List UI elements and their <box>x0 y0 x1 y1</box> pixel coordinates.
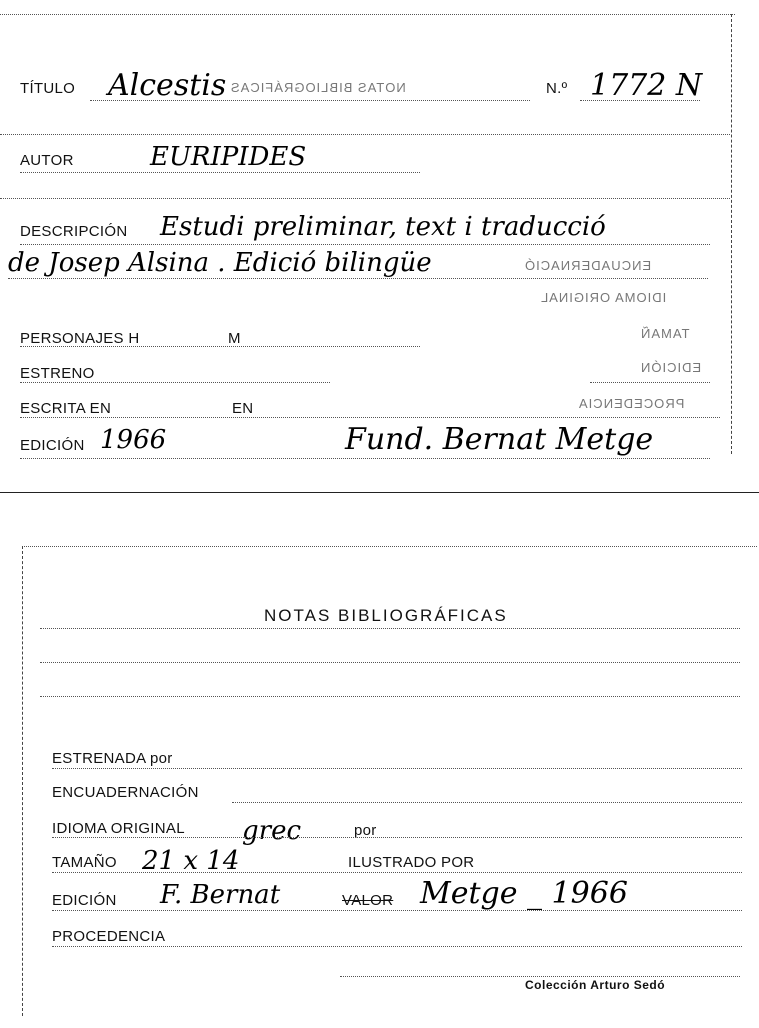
personajes-line <box>20 346 420 347</box>
bleed-tamano: TAMAÑ <box>640 326 690 341</box>
tamano-label: TAMAÑO <box>52 854 117 871</box>
estreno-line-right <box>590 382 710 383</box>
bleed-title: NOTAS BIBLIOGRÁFICAS <box>230 80 406 95</box>
bottom-edge-line <box>0 492 759 493</box>
back-title: NOTAS BIBLIOGRÁFICAS <box>264 606 508 625</box>
edicion-back-value: F. Bernat <box>160 880 281 910</box>
titulo-value: Alcestis <box>108 68 227 103</box>
encuadernacion-label: ENCUADERNACIÓN <box>52 784 199 801</box>
front-card <box>0 0 759 495</box>
edicion-back-line <box>52 910 742 911</box>
back-line-bottom <box>340 976 740 977</box>
back-left-edge-line <box>22 546 23 1016</box>
bleed-encuadernacion: ENCUADERNACIÓ <box>524 258 652 273</box>
idioma-value: grec <box>242 816 302 846</box>
encuadernacion-line <box>232 802 742 803</box>
idioma-line <box>52 837 742 838</box>
escrita-label: ESCRITA EN <box>20 400 112 417</box>
estreno-line <box>20 382 330 383</box>
autor-value: EURIPIDES <box>150 142 307 172</box>
tamano-value: 21 x 14 <box>142 846 240 876</box>
titulo-label: TÍTULO <box>20 80 76 97</box>
edicion-line <box>20 458 710 459</box>
row-separator-1 <box>0 134 730 135</box>
edicion-year: 1966 <box>100 425 167 455</box>
procedencia-line <box>52 946 742 947</box>
edicion-value: Fund. Bernat Metge <box>345 422 654 457</box>
top-edge-line <box>0 14 735 15</box>
numero-value: 1772 N <box>590 68 703 103</box>
ilustrado-label: ILUSTRADO POR <box>348 854 475 871</box>
numero-label: N.º <box>546 80 568 97</box>
titulo-line <box>90 100 530 101</box>
idioma-label: IDIOMA ORIGINAL <box>52 820 185 837</box>
por-label: por <box>354 822 377 839</box>
valor-label: VALOR <box>342 892 394 909</box>
right-edge-line <box>731 14 732 454</box>
procedencia-label: PROCEDENCIA <box>52 928 166 945</box>
autor-label: AUTOR <box>20 152 74 169</box>
descripcion-line1: Estudi preliminar, text i traducció <box>160 212 606 242</box>
descripcion-label: DESCRIPCIÓN <box>20 223 128 240</box>
edicion-label: EDICIÓN <box>20 437 85 454</box>
bleed-procedencia: PROCEDENCIA <box>578 396 685 411</box>
back-line-3 <box>40 696 740 697</box>
descripcion-line2: de Josep Alsina . Edició bilingüe <box>8 248 432 278</box>
en-label: EN <box>232 400 254 417</box>
row-separator-2 <box>0 198 730 199</box>
back-line-2 <box>40 662 740 663</box>
descripcion-line-2 <box>8 278 708 279</box>
edicion-back-label: EDICIÓN <box>52 892 117 909</box>
autor-line <box>20 172 420 173</box>
tamano-line <box>52 872 742 873</box>
personajes-m-label: M <box>228 330 241 347</box>
personajes-label: PERSONAJES H <box>20 330 140 347</box>
back-top-edge-line <box>22 546 757 547</box>
bleed-edicion: EDICIÓN <box>640 360 702 375</box>
estrenada-label: ESTRENADA por <box>52 750 173 767</box>
escrita-line <box>20 417 720 418</box>
collection-label: Colección Arturo Sedó <box>525 978 666 992</box>
numero-line <box>580 100 700 101</box>
back-title-line <box>40 628 740 629</box>
back-card <box>0 540 759 1028</box>
descripcion-line-1 <box>20 244 710 245</box>
valor-value: Metge _ 1966 <box>420 876 628 911</box>
bleed-idioma: IDIOMA ORIGINAL <box>540 290 667 305</box>
estrenada-line <box>52 768 742 769</box>
estreno-label: ESTRENO <box>20 365 95 382</box>
